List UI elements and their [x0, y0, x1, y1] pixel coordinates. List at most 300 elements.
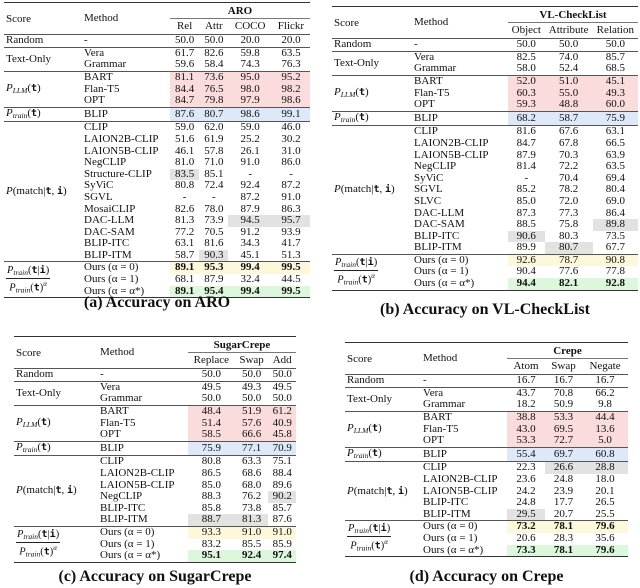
value-cell: 89.6	[272, 478, 292, 491]
value-cell: 28.8	[582, 462, 628, 474]
score-header: Score	[16, 347, 42, 360]
method-label: BART	[84, 70, 113, 83]
value-cell: 50.0	[272, 392, 292, 405]
value-cell: 90.2	[268, 491, 296, 503]
method-label: BLIP	[84, 107, 108, 120]
value-cell: 95.3	[199, 262, 228, 274]
value-cell: 99.5	[272, 286, 310, 298]
value-cell: 63.5	[281, 46, 301, 59]
value-cell: 77.8	[605, 265, 625, 278]
method-label: CLIP	[423, 461, 447, 474]
value-cell: 23.9	[553, 484, 574, 497]
value-cell: 87.9	[204, 273, 224, 286]
value-cell: 29.5	[507, 509, 545, 521]
value-cell: 46.0	[281, 121, 301, 134]
value-cell: 82.5	[516, 50, 536, 63]
method-label: OPT	[84, 94, 105, 107]
column-header: Attribute	[548, 23, 589, 36]
value-cell: 55.4	[507, 447, 545, 462]
value-cell: 66.2	[595, 386, 615, 399]
value-cell: 87.9	[240, 202, 260, 215]
value-cell: 85.9	[272, 537, 292, 550]
score-label: Random	[334, 38, 372, 51]
value-cell: 77.6	[558, 265, 579, 278]
value-cell: 88.3	[201, 490, 221, 503]
value-cell: 51.3	[281, 248, 301, 261]
value-cell: 81.6	[516, 125, 536, 138]
value-cell: 58.7	[545, 111, 593, 126]
value-cell: 63.9	[605, 148, 625, 161]
value-cell: 68.2	[508, 111, 545, 126]
value-cell: 80.8	[201, 455, 221, 468]
value-cell: 61.9	[204, 132, 224, 145]
method-label: Grammar	[100, 392, 143, 405]
table-row	[4, 71, 310, 83]
value-cell: 69.0	[605, 194, 625, 207]
method-label: Ours (α = α*)	[423, 543, 484, 556]
value-cell: 89.9	[516, 241, 536, 254]
value-cell: 75.8	[558, 218, 579, 231]
method-label: Ours (α = α*)	[100, 549, 161, 562]
value-cell: 50.0	[201, 392, 221, 405]
table-row	[4, 107, 310, 122]
value-cell: 86.4	[605, 206, 625, 219]
table-row	[14, 369, 296, 382]
method-label: LAION2B-CLIP	[100, 466, 175, 479]
value-cell: 40.9	[268, 418, 296, 430]
value-cell: 92.4	[240, 179, 260, 192]
table-vlchecklist	[332, 6, 638, 291]
method-label: SyViC	[84, 179, 114, 192]
value-cell: 34.3	[240, 237, 260, 250]
value-cell: 99.1	[272, 107, 310, 122]
vlchecklist-table	[332, 6, 638, 291]
score-label: $P_{train}(t)$	[16, 440, 51, 454]
value-cell: 61.2	[268, 405, 296, 417]
value-cell: 84.4	[170, 84, 199, 96]
value-cell: 59.8	[240, 46, 260, 59]
value-cell: 93.9	[281, 225, 301, 238]
value-cell: 32.4	[240, 273, 260, 286]
value-cell: 68.1	[174, 273, 195, 286]
value-cell: 92.8	[593, 278, 638, 290]
value-cell: 55.0	[545, 88, 593, 100]
method-label: LAION2B-CLIP	[423, 472, 498, 485]
value-cell: 68.6	[241, 466, 262, 479]
value-cell: 90.3	[199, 250, 228, 262]
method-label: LAION5B-CLIP	[423, 484, 498, 497]
value-cell: 49.3	[241, 380, 262, 393]
value-cell: 28.3	[553, 531, 574, 544]
header-row	[332, 7, 638, 23]
score-label: $P_{LLM}(t)$	[16, 415, 51, 429]
value-cell: 16.7	[516, 374, 536, 387]
value-cell: 72.0	[558, 194, 579, 207]
value-cell: 68.0	[241, 478, 262, 491]
value-cell: 44.4	[582, 411, 628, 423]
method-label: NegCLIP	[100, 490, 143, 503]
value-cell: 16.7	[595, 374, 615, 387]
value-cell: 98.0	[228, 84, 271, 96]
value-cell: 86.5	[201, 466, 221, 479]
caption-crepe: (d) Accuracy on Crepe	[409, 568, 564, 585]
value-cell: 76.3	[281, 58, 301, 71]
method-label: Vera	[84, 46, 105, 59]
value-cell: 45.1	[240, 248, 260, 261]
value-cell: 38.8	[507, 411, 545, 423]
value-cell: 49.5	[272, 380, 292, 393]
value-cell: 57.8	[204, 144, 224, 157]
value-cell: 78.1	[545, 545, 582, 557]
value-cell: 73.6	[199, 71, 228, 83]
method-label: BLIP-ITC	[414, 229, 460, 242]
value-cell: 88.7	[188, 514, 235, 526]
value-cell: 20.1	[595, 484, 615, 497]
value-cell: 30.2	[281, 132, 301, 145]
value-cell: 22.3	[516, 461, 536, 474]
value-cell: 77.3	[558, 206, 579, 219]
value-cell: 81.3	[235, 514, 269, 526]
value-cell: -	[211, 190, 216, 203]
value-cell: 84.7	[170, 95, 199, 107]
value-cell: 75.9	[593, 111, 638, 126]
value-cell: 99.5	[272, 262, 310, 274]
score-label: P(match|t, i)	[16, 484, 77, 497]
method-label: SLVC	[414, 194, 442, 207]
score-label: Text-Only	[347, 392, 393, 405]
score-label: $P_{LLM}(t)$	[334, 85, 369, 99]
value-cell: 74.0	[558, 50, 579, 63]
value-cell: 83.2	[201, 537, 221, 550]
method-label: Grammar	[423, 398, 466, 411]
value-cell: 81.3	[174, 214, 195, 227]
method-label: Ours (α = 0)	[100, 525, 155, 538]
value-cell: 87.2	[240, 190, 260, 203]
method-label: BLIP	[414, 111, 438, 124]
table-row	[332, 75, 638, 87]
value-cell: 99.4	[228, 286, 271, 298]
value-cell: 25.5	[595, 507, 615, 520]
method-header: Method	[84, 11, 119, 24]
value-cell: 58.5	[188, 429, 235, 441]
value-cell: 23.6	[516, 472, 536, 485]
score-label: Text-Only	[334, 56, 380, 69]
header-row	[14, 337, 296, 353]
column-header: Rel	[176, 19, 193, 32]
table-row	[4, 47, 310, 59]
value-cell: 70.5	[204, 225, 224, 238]
value-cell: 80.7	[545, 242, 593, 254]
value-cell: 91.0	[268, 526, 296, 538]
score-header: Score	[347, 353, 373, 366]
value-cell: 70.3	[558, 148, 579, 161]
method-label: BLIP-ITM	[423, 507, 471, 520]
method-header: Method	[414, 15, 449, 28]
method-label: BLIP-ITC	[84, 237, 130, 250]
benchmark-header: SugarCrepe	[188, 337, 296, 353]
value-cell: 50.0	[605, 38, 625, 51]
value-cell: 76.2	[241, 490, 262, 503]
method-label: Flan-T5	[100, 416, 136, 429]
value-cell: 80.3	[558, 229, 579, 242]
value-cell: 50.0	[272, 368, 292, 381]
method-label: BART	[414, 74, 443, 87]
score-label: Text-Only	[6, 52, 52, 65]
column-header: Object	[511, 23, 541, 36]
value-cell: 95.2	[272, 71, 310, 83]
value-cell: 95.4	[199, 286, 228, 298]
value-cell: 49.3	[593, 88, 638, 100]
header-row	[345, 343, 628, 359]
value-cell: 77.2	[174, 225, 195, 238]
value-cell: 63.1	[174, 237, 195, 250]
method-label: BART	[100, 404, 129, 417]
table-aro	[4, 2, 310, 298]
method-label: LAION5B-CLIP	[414, 148, 489, 161]
column-header: Attr	[204, 19, 223, 32]
method-label: CLIP	[414, 125, 438, 138]
method-label: LAION2B-CLIP	[84, 132, 159, 145]
method-label: Grammar	[414, 62, 457, 75]
method-label: Flan-T5	[414, 86, 450, 99]
table-row	[345, 411, 628, 423]
value-cell: 62.0	[204, 121, 224, 134]
value-cell: 81.1	[170, 71, 199, 83]
value-cell: 73.9	[204, 214, 224, 227]
value-cell: 87.3	[516, 206, 536, 219]
value-cell: 25.2	[240, 132, 260, 145]
value-cell: 43.7	[516, 386, 536, 399]
value-cell: 35.6	[595, 531, 615, 544]
score-label: P(match|t, i)	[347, 484, 408, 497]
method-label: OPT	[414, 98, 435, 111]
method-header: Method	[423, 351, 458, 364]
header-row	[4, 3, 310, 19]
method-label: Ours (α = α*)	[84, 284, 145, 297]
value-cell: -	[248, 167, 252, 180]
value-cell: 18.2	[516, 398, 536, 411]
method-label: BART	[423, 410, 452, 423]
value-cell: 24.8	[553, 472, 574, 485]
value-cell: 99.4	[228, 262, 271, 274]
value-cell: 88.5	[516, 218, 536, 231]
value-cell: 50.0	[241, 368, 262, 381]
method-label: Vera	[423, 386, 444, 399]
method-label: Vera	[414, 50, 435, 63]
method-label: LAION5B-CLIP	[84, 144, 159, 157]
value-cell: 85.8	[201, 501, 221, 514]
caption-sugarcrepe: (c) Accuracy on SugarCrepe	[58, 568, 252, 585]
value-cell: 90.6	[508, 231, 545, 243]
score-label: $\frac{P_{train}(t|i)}{P_{train}(t)^\alpha}$	[335, 257, 378, 287]
method-label: OPT	[423, 434, 444, 447]
value-cell: -	[524, 171, 529, 184]
value-cell: 91.0	[240, 156, 260, 169]
score-label: $P_{LLM}(t)$	[347, 421, 382, 435]
value-cell: 52.4	[558, 62, 579, 75]
benchmark-header: ARO	[170, 3, 310, 19]
value-cell: 50.0	[516, 38, 536, 51]
value-cell: 80.4	[605, 183, 625, 196]
method-label: LAION2B-CLIP	[414, 136, 489, 149]
method-label: Structure-CLIP	[84, 167, 152, 180]
method-header: Method	[100, 345, 135, 358]
value-cell: 51.6	[174, 132, 195, 145]
value-cell: 76.5	[199, 84, 228, 96]
value-cell: 50.0	[558, 38, 579, 51]
value-cell: 70.4	[558, 171, 579, 184]
value-cell: 85.1	[204, 167, 224, 180]
value-cell: 20.0	[240, 34, 260, 47]
value-cell: 69.5	[545, 424, 582, 436]
column-header: Atom	[513, 359, 539, 372]
value-cell: 95.7	[272, 215, 310, 227]
value-cell: 73.8	[241, 501, 262, 514]
value-cell: 82.6	[204, 46, 224, 59]
value-cell: 58.4	[204, 58, 224, 71]
value-cell: 26.5	[595, 496, 615, 509]
table-row	[332, 51, 638, 63]
method-label: SyViC	[414, 171, 444, 184]
value-cell: 63.1	[605, 125, 625, 138]
value-cell: 82.1	[545, 278, 593, 290]
column-header: Replace	[193, 353, 230, 366]
value-cell: 5.0	[582, 435, 628, 447]
table-row	[332, 111, 638, 126]
value-cell: 90.8	[593, 254, 638, 266]
sugarcrepe-table	[14, 336, 296, 563]
value-cell: 84.7	[516, 136, 536, 149]
value-cell: 60.3	[508, 88, 545, 100]
method-label: DAC-SAM	[414, 218, 465, 231]
method-label: MosaiCLIP	[84, 202, 136, 215]
score-label: $\frac{P_{train}(t|i)}{P_{train}(t)^\alpha}$	[348, 523, 391, 553]
value-cell: -	[182, 190, 187, 203]
value-cell: 60.0	[593, 99, 638, 111]
column-header: Add	[272, 353, 292, 366]
value-cell: 26.1	[240, 144, 260, 157]
value-cell: 16.7	[553, 374, 574, 387]
value-cell: 81.4	[516, 160, 536, 173]
score-label: $\frac{P_{train}(t|i)}{P_{train}(t)^\alpha}$	[17, 529, 60, 559]
method-label: BLIP-ITM	[84, 248, 132, 261]
method-label: LAION5B-CLIP	[100, 478, 175, 491]
value-cell: 75.1	[272, 455, 292, 468]
value-cell: 51.0	[545, 75, 593, 87]
score-label: $\frac{P_{train}(t|i)}{P_{train}(t)^\alpha}$	[7, 264, 50, 295]
value-cell: 78.1	[545, 521, 582, 533]
method-label: Flan-T5	[84, 82, 120, 95]
value-cell: 89.8	[593, 219, 638, 231]
value-cell: 78.7	[545, 254, 593, 266]
value-cell: 52.0	[508, 75, 545, 87]
method-label: Grammar	[84, 58, 127, 71]
value-cell: 98.6	[228, 107, 271, 122]
value-cell: 43.0	[507, 424, 545, 436]
value-cell: 73.2	[507, 521, 545, 533]
value-cell: 85.7	[605, 50, 625, 63]
value-cell: 98.2	[272, 84, 310, 96]
table-row	[332, 254, 638, 266]
value-cell: 85.5	[241, 537, 262, 550]
value-cell: 79.8	[199, 95, 228, 107]
value-cell: 77.1	[235, 441, 269, 456]
value-cell: 58.0	[516, 62, 536, 75]
value-cell: 48.4	[188, 405, 235, 417]
value-cell: 53.3	[545, 411, 582, 423]
method-label: SGVL	[84, 190, 113, 203]
value-cell: 85.0	[516, 194, 536, 207]
value-cell: 31.0	[281, 144, 301, 157]
value-cell: 85.2	[516, 183, 536, 196]
method-label: DAC-LLM	[414, 206, 465, 219]
method-label: BLIP	[100, 441, 124, 454]
value-cell: 72.4	[204, 179, 224, 192]
method-label: CLIP	[100, 455, 124, 468]
value-cell: 70.8	[553, 386, 574, 399]
score-label: Random	[347, 374, 385, 387]
method-label: CLIP	[84, 121, 108, 134]
value-cell: 59.6	[174, 58, 195, 71]
value-cell: 59.3	[508, 99, 545, 111]
value-cell: 85.7	[272, 501, 292, 514]
method-label: BLIP	[423, 447, 447, 460]
table-row	[4, 262, 310, 274]
value-cell: 72.7	[545, 435, 582, 447]
value-cell: 88.4	[272, 466, 292, 479]
value-cell: 91.2	[240, 225, 260, 238]
table-crepe	[345, 342, 628, 557]
table-row	[345, 387, 628, 399]
crepe-table	[345, 342, 628, 557]
value-cell: 48.8	[545, 99, 593, 111]
method-label: SGVL	[414, 183, 443, 196]
value-cell: 71.0	[204, 156, 224, 169]
benchmark-header: VL-CheckList	[508, 7, 638, 23]
value-cell: 60.8	[582, 447, 628, 462]
value-cell: 87.6	[272, 513, 292, 526]
value-cell: 53.3	[507, 435, 545, 447]
value-cell: 18.0	[595, 472, 615, 485]
method-label: Flan-T5	[423, 422, 459, 435]
value-cell: 70.9	[268, 441, 296, 456]
table-sugarcrepe	[14, 336, 296, 563]
method-label: OPT	[100, 428, 121, 441]
value-cell: 69.7	[545, 447, 582, 462]
value-cell: 26.6	[545, 462, 582, 474]
value-cell: 50.0	[174, 34, 195, 47]
value-cell: 80.7	[199, 107, 228, 122]
column-header: Relation	[596, 23, 634, 36]
value-cell: 73.5	[605, 229, 625, 242]
caption-aro: (a) Accuracy on ARO	[83, 294, 231, 311]
value-cell: 50.0	[201, 368, 221, 381]
method-label: Ours (α = 0)	[84, 261, 139, 274]
value-cell: 50.0	[241, 392, 262, 405]
value-cell: 95.1	[188, 550, 235, 562]
method-label: BLIP-ITM	[414, 241, 462, 254]
method-label: -	[84, 34, 88, 47]
value-cell: 49.5	[201, 380, 221, 393]
value-cell: 92.4	[235, 550, 269, 562]
method-label: Ours (α = 1)	[423, 531, 478, 544]
method-label: Ours (α = 0)	[414, 253, 469, 266]
value-cell: 51.4	[188, 418, 235, 430]
value-cell: 67.6	[558, 125, 579, 138]
value-cell: 50.9	[553, 398, 574, 411]
value-cell: 24.2	[516, 484, 536, 497]
value-cell: 63.5	[605, 160, 625, 173]
